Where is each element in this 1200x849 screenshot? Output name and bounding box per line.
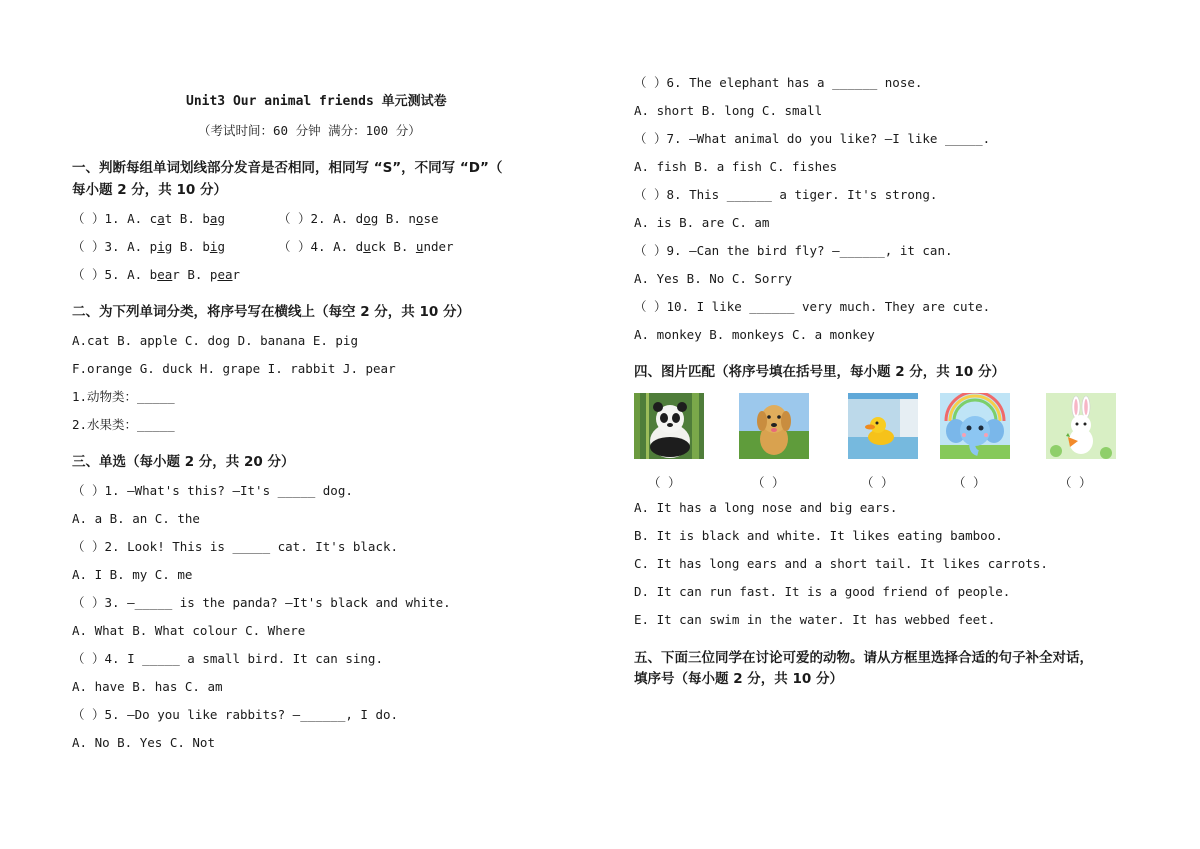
phonics-q2: （ ）2. A. dog B. nose xyxy=(278,211,439,226)
answer-paren-3: （ ） xyxy=(861,475,894,490)
mc-q5-options: A. No B. Yes C. Not xyxy=(72,735,215,750)
mc-q6: （ ）6. The elephant has a ______ nose. xyxy=(634,75,923,90)
mc-q9: （ ）9. —Can the bird fly? —______, it can. xyxy=(634,243,953,258)
answer-paren-4: （ ） xyxy=(953,475,986,490)
answer-paren-5: （ ） xyxy=(1059,475,1092,490)
mc-q10: （ ）10. I like ______ very much. They are cute. xyxy=(634,299,991,314)
match-option-a: A. It has a long nose and big ears. xyxy=(634,500,898,515)
exam-info: （考试时间：60 分钟 满分：100 分） xyxy=(198,123,421,138)
answer-paren-2: （ ） xyxy=(752,475,785,490)
panda-image xyxy=(634,393,704,459)
mc-q6-options: A. short B. long C. small xyxy=(634,103,823,118)
answer-paren-1: （ ） xyxy=(648,475,681,490)
match-option-e: E. It can swim in the water. It has webbed feet. xyxy=(634,612,996,627)
mc-q4-options: A. have B. has C. am xyxy=(72,679,223,694)
mc-q9-options: A. Yes B. No C. Sorry xyxy=(634,271,793,286)
mc-q1-options: A. a B. an C. the xyxy=(72,511,200,526)
phonics-q5: （ ）5. A. bear B. pear xyxy=(72,267,241,282)
page-title: Unit3 Our animal friends 单元测试卷 xyxy=(186,94,447,109)
mc-q8: （ ）8. This ______ a tiger. It's strong. xyxy=(634,187,938,202)
section-5-heading-cont: 填序号（每小题 2 分，共 10 分） xyxy=(634,671,843,687)
duck-image xyxy=(848,393,918,459)
category-animals: 1.动物类：_____ xyxy=(72,389,175,404)
section-3-heading: 三、单选（每小题 2 分，共 20 分） xyxy=(72,454,295,470)
section-1-heading-cont: 每小题 2 分，共 10 分） xyxy=(72,182,227,198)
word-list-2: F.orange G. duck H. grape I. rabbit J. pear xyxy=(72,361,396,376)
phonics-q3: （ ）3. A. pig B. big xyxy=(72,239,225,254)
section-5-heading: 五、下面三位同学在讨论可爱的动物。请从方框里选择合适的句子补全对话， xyxy=(634,650,1093,666)
mc-q8-options: A. is B. are C. am xyxy=(634,215,770,230)
elephant-image xyxy=(940,393,1010,459)
section-2-heading: 二、为下列单词分类，将序号写在横线上（每空 2 分，共 10 分） xyxy=(72,304,470,320)
mc-q4: （ ）4. I _____ a small bird. It can sing. xyxy=(72,651,383,666)
match-option-c: C. It has long ears and a short tail. It likes carrots. xyxy=(634,556,1048,571)
mc-q7-options: A. fish B. a fish C. fishes xyxy=(634,159,838,174)
section-1-heading: 一、判断每组单词划线部分发音是否相同，相同写 “S”，不同写 “D”（ xyxy=(72,160,503,176)
mc-q3-options: A. What B. What colour C. Where xyxy=(72,623,306,638)
mc-q10-options: A. monkey B. monkeys C. a monkey xyxy=(634,327,875,342)
phonics-q1: （ ）1. A. cat B. bag xyxy=(72,211,225,226)
mc-q2-options: A. I B. my C. me xyxy=(72,567,193,582)
phonics-q4: （ ）4. A. duck B. under xyxy=(278,239,454,254)
section-4-heading: 四、图片匹配（将序号填在括号里，每小题 2 分，共 10 分） xyxy=(634,364,1005,380)
mc-q1: （ ）1. —What's this? —It's _____ dog. xyxy=(72,483,353,498)
dog-image xyxy=(739,393,809,459)
mc-q7: （ ）7. —What animal do you like? —I like _____. xyxy=(634,131,991,146)
mc-q5: （ ）5. —Do you like rabbits? —______, I do. xyxy=(72,707,399,722)
match-option-b: B. It is black and white. It likes eating bamboo. xyxy=(634,528,1003,543)
mc-q3: （ ）3. —_____ is the panda? —It's black and white. xyxy=(72,595,451,610)
mc-q2: （ ）2. Look! This is _____ cat. It's black. xyxy=(72,539,399,554)
picture-row xyxy=(634,393,1134,463)
category-fruits: 2.水果类：_____ xyxy=(72,417,175,432)
rabbit-image xyxy=(1046,393,1116,459)
word-list-1: A.cat B. apple C. dog D. banana E. pig xyxy=(72,333,358,348)
match-option-d: D. It can run fast. It is a good friend of people. xyxy=(634,584,1011,599)
